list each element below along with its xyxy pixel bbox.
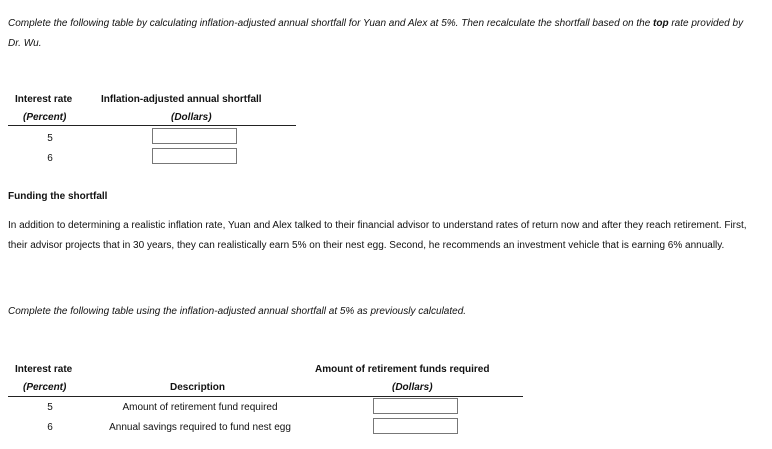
table2-col1-header: Interest rate — [15, 364, 73, 375]
retirement-funds-input-5[interactable] — [373, 398, 458, 414]
funding-instruction: Complete the following table using the inflation-adjusted annual shortfall at 5% as previously calculated. — [8, 306, 467, 317]
table1-rate-5: 5 — [47, 133, 53, 144]
table2-description-5: Amount of retirement fund required — [122, 402, 278, 413]
table1-col2-header: Inflation-adjusted annual shortfall — [101, 94, 262, 105]
table2-col3-subheader: (Dollars) — [392, 382, 433, 393]
table2-col1-subheader: (Percent) — [23, 382, 67, 393]
intro-text-bold: top — [653, 18, 669, 29]
intro-instruction — [8, 14, 758, 54]
table1-col1-header: Interest rate — [15, 94, 73, 105]
table2-header-rule — [8, 396, 523, 397]
table2-description-6: Annual savings required to fund nest egg — [109, 422, 291, 433]
intro-text-part2: rate provided by Dr. Wu. — [8, 18, 744, 49]
table2-col2-header: Description — [170, 382, 226, 393]
intro-text-part1: Complete the following table by calculating inflation-adjusted annual shortfall for Yuan and Alex at 5%. Then recalculate the shortfall based on the — [8, 18, 654, 29]
retirement-funds-input-6[interactable] — [373, 418, 458, 434]
table2-rate-6: 6 — [47, 422, 53, 433]
table1-col1-subheader: (Percent) — [23, 112, 67, 123]
shortfall-input-5[interactable] — [152, 128, 237, 144]
funding-paragraph: In addition to determining a realistic inflation rate, Yuan and Alex talked to their financial advisor to understand rates of return now and after they reach retirement. First, their advisor projects that in 30 years, they can realistically earn 5% on their nest egg. Second, he recommends an investment vehicle that is earning 6% annually. — [8, 220, 747, 251]
table2-col3-header: Amount of retirement funds required — [315, 364, 490, 375]
shortfall-input-6[interactable] — [152, 148, 237, 164]
table1-col2-subheader: (Dollars) — [171, 112, 212, 123]
funding-heading: Funding the shortfall — [8, 191, 108, 202]
table2-rate-5: 5 — [47, 402, 53, 413]
table1-rate-6: 6 — [47, 153, 53, 164]
table1-header-rule — [8, 125, 296, 126]
